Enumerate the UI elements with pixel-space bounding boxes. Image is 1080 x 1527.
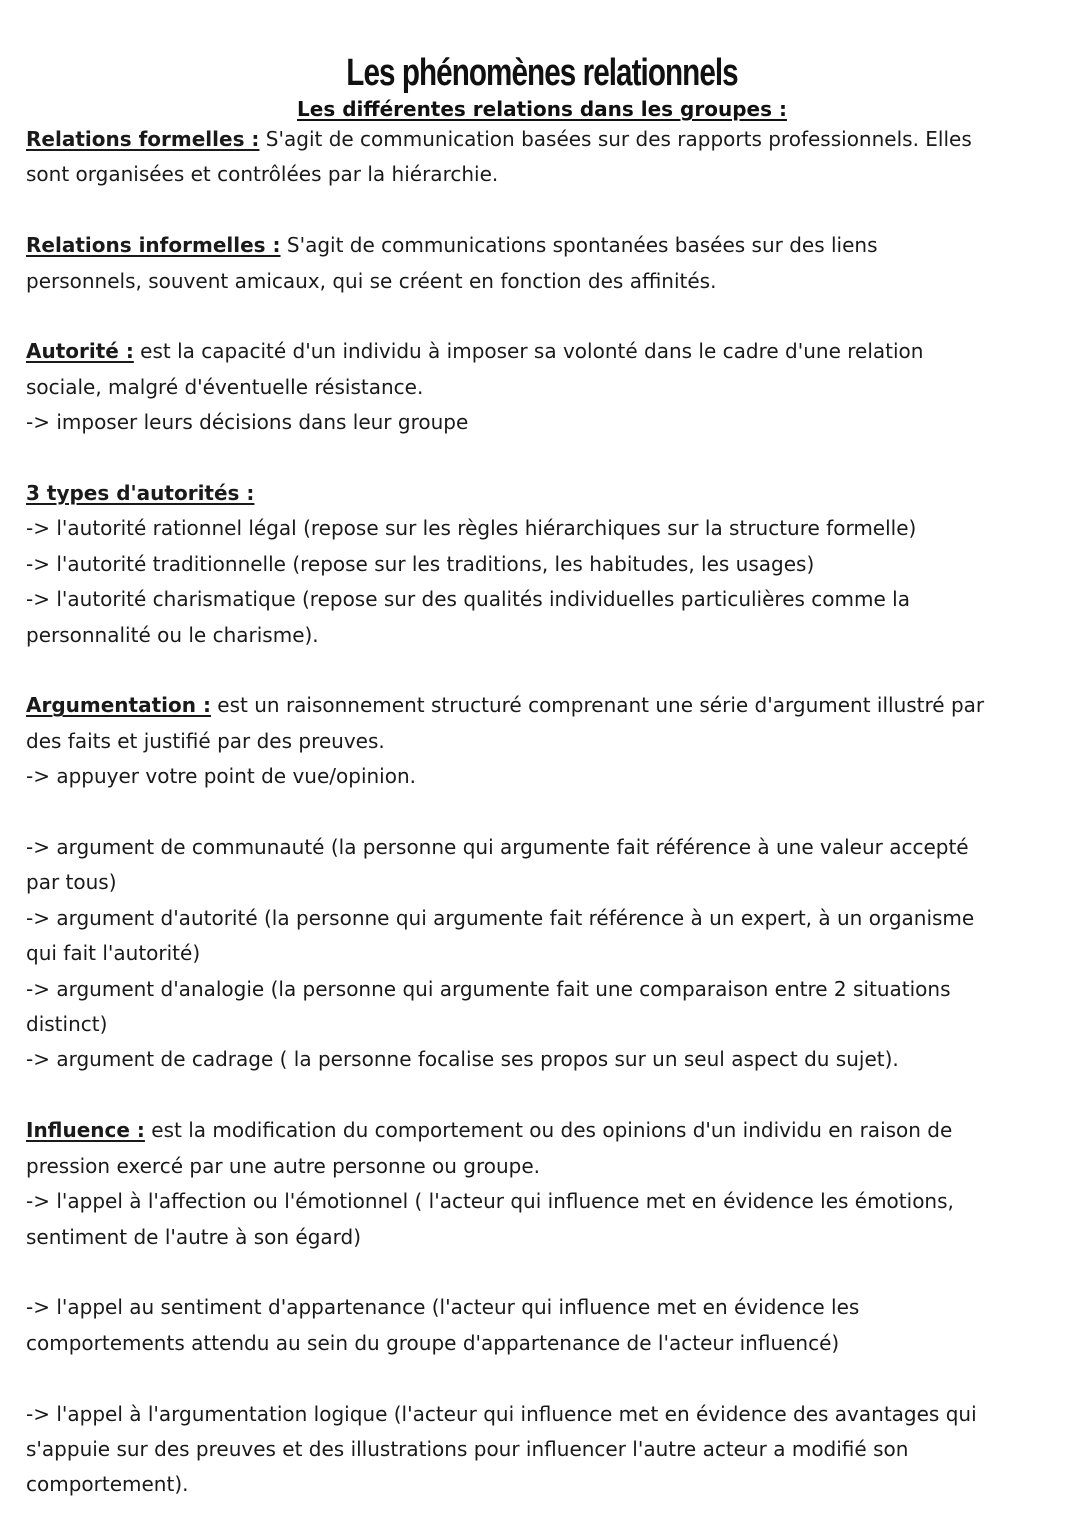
bullet-item: -> l'appel à l'argumentation logique (l'acteur qui influence met en évidence des avantages qui: [26, 1401, 977, 1426]
bullet-item-continuation: qui fait l'autorité): [26, 941, 201, 966]
page-title: Les phénomènes relationnels: [346, 52, 738, 94]
section-argumentation-logique: [26, 1397, 1058, 1503]
definition-text: pression exercé par une autre personne ou groupe.: [26, 1153, 541, 1178]
bullet-item: -> imposer leurs décisions dans leur groupe: [26, 410, 469, 435]
term-argumentation: Argumentation :: [26, 693, 211, 718]
definition-text: des faits et justifié par des preuves.: [26, 728, 385, 753]
bullet-item-continuation: comportements attendu au sein du groupe d'appartenance de l'acteur influencé): [26, 1330, 840, 1355]
definition-text: est la modification du comportement ou des opinions d'un individu en raison de: [144, 1118, 953, 1143]
document-body: [26, 122, 1058, 1503]
definition-text: personnels, souvent amicaux, qui se créent en fonction des affinités.: [26, 268, 717, 293]
bullet-item: -> argument d'analogie (la personne qui argumente fait une comparaison entre 2 situations: [26, 976, 951, 1001]
section-autorite: [26, 334, 1058, 440]
bullet-item: -> argument d'autorité (la personne qui argumente fait référence à un expert, à un organisme: [26, 905, 975, 930]
bullet-item-continuation: par tous): [26, 870, 117, 895]
bullet-item: -> argument de cadrage ( la personne focalise ses propos sur un seul aspect du sujet).: [26, 1047, 899, 1072]
bullet-item-continuation: distinct): [26, 1012, 108, 1037]
bullet-item-continuation: sentiment de l'autre à son égard): [26, 1224, 362, 1249]
bullet-item: -> l'appel au sentiment d'appartenance (l'acteur qui influence met en évidence les: [26, 1295, 860, 1320]
definition-text: S'agit de communication basées sur des rapports professionnels. Elles: [259, 127, 972, 151]
bullet-item: -> l'autorité charismatique (repose sur des qualités individuelles particulières comme la: [26, 587, 910, 612]
term-relations-informelles: Relations informelles :: [26, 233, 281, 258]
section-relations-informelles: [26, 228, 1058, 299]
bullet-item: -> l'autorité traditionnelle (repose sur les traditions, les habitudes, les usages): [26, 551, 815, 576]
bullet-item: -> l'autorité rationnel légal (repose sur les règles hiérarchiques sur la structure formelle): [26, 516, 917, 541]
term-autorite: Autorité :: [26, 339, 134, 364]
bullet-item: -> argument de communauté (la personne qui argumente fait référence à une valeur accepté: [26, 835, 969, 860]
section-appartenance: [26, 1290, 1058, 1361]
term-influence: Influence :: [26, 1118, 145, 1143]
bullet-item: -> l'appel à l'affection ou l'émotionnel ( l'acteur qui influence met en évidence les émotions,: [26, 1189, 954, 1214]
section-argumentation: [26, 688, 1058, 794]
page-subtitle: Les différentes relations dans les groupes :: [297, 97, 787, 121]
section-relations-formelles: [26, 122, 1058, 193]
bullet-item-continuation: comportement).: [26, 1472, 189, 1497]
section-influence: [26, 1113, 1058, 1255]
document-page: [26, 50, 1058, 1503]
definition-text: sont organisées et contrôlées par la hiérarchie.: [26, 162, 499, 187]
bullet-item: -> appuyer votre point de vue/opinion.: [26, 764, 416, 789]
definition-text: sociale, malgré d'éventuelle résistance.: [26, 374, 424, 399]
section-types-autorites: [26, 476, 1058, 653]
bullet-item-continuation: personnalité ou le charisme).: [26, 622, 319, 647]
section-arguments: [26, 830, 1058, 1078]
definition-text: est un raisonnement structuré comprenant une série d'argument illustré par: [210, 693, 985, 718]
bullet-item-continuation: s'appuie sur des preuves et des illustrations pour influencer l'autre acteur a modifié son: [26, 1436, 909, 1461]
definition-text: S'agit de communications spontanées basées sur des liens: [280, 233, 878, 258]
term-types-autorites: 3 types d'autorités :: [26, 481, 255, 506]
definition-text: est la capacité d'un individu à imposer sa volonté dans le cadre d'une relation: [133, 339, 924, 364]
term-relations-formelles: Relations formelles :: [26, 127, 260, 151]
